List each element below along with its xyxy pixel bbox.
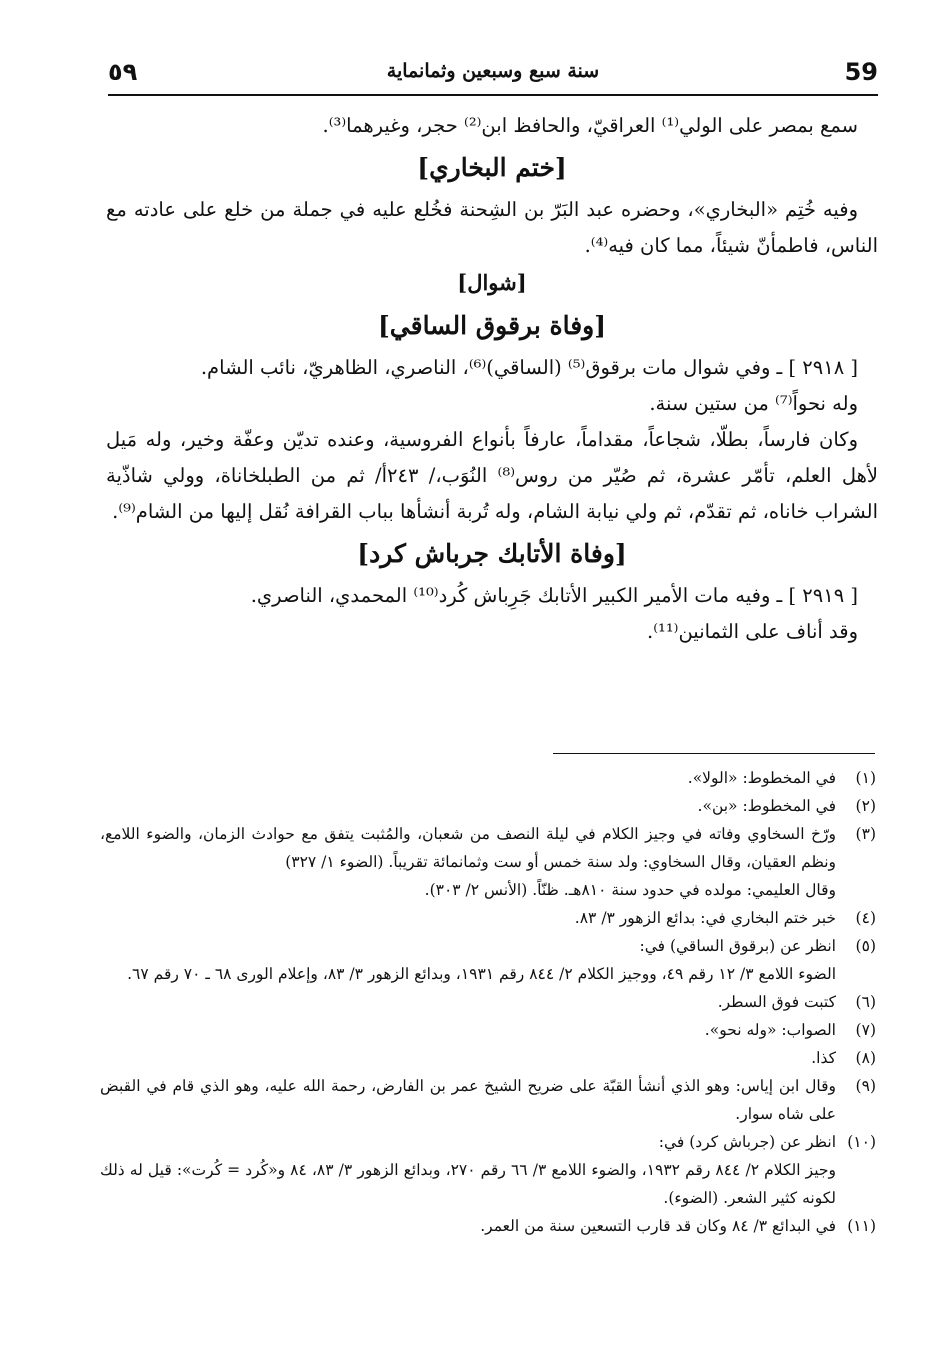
footnote-text [100, 1212, 836, 1240]
footnote-text [100, 932, 836, 988]
footnote-text [100, 1016, 836, 1044]
footnote-number: (٢) [855, 797, 876, 815]
main-text [106, 108, 878, 650]
footnote [100, 1016, 876, 1044]
footnote-line: الضوء اللامع ٣/ ١٢ رقم ٤٩، ووجيز الكلام ٢/ ٨٤٤ رقم ١٩٣١، وبدائع الزهور ٣/ ٨٣، وإعلام الورى ٦٨ ـ ٧٠ رقم ٦٧. [127, 965, 836, 983]
footnote [100, 932, 876, 988]
entry-2918: [ ٢٩١٨ ] ـ وفي شوال مات برقوق⁽⁵⁾ (الساقي)⁽⁶⁾، الناصري، الظاهريّ، نائب الشام. [200, 356, 858, 379]
footnote [100, 988, 876, 1016]
footnote [100, 792, 876, 820]
footnotes [100, 764, 876, 1240]
footnote-number: (٩) [855, 1077, 876, 1095]
footnote-text [100, 792, 836, 820]
footnote-text [100, 904, 836, 932]
paragraph-age-jirbash: وقد أناف على الثمانين⁽¹¹⁾. [647, 620, 858, 643]
footnote-text [100, 1072, 836, 1128]
running-title: سنة سبع وسبعين وثمانماية [386, 60, 600, 82]
footnote [100, 764, 876, 792]
footnote-text [100, 764, 836, 792]
footnote-number: (٧) [855, 1021, 876, 1039]
footnote-number: (١٠) [847, 1133, 876, 1151]
footnote-number: (٦) [855, 993, 876, 1011]
entry-2919: [ ٢٩١٩ ] ـ وفيه مات الأمير الكبير الأتابك جَرِباش كُرد⁽¹⁰⁾ المحمدي، الناصري. [250, 584, 858, 607]
section-heading-barquq: [وفاة برقوق الساقي] [377, 311, 607, 340]
footnote-text [100, 1044, 836, 1072]
footnote-line: وقال ابن إياس: وهو الذي أنشأ القبّة على ضريح الشيخ عمر بن الفارض، رحمة الله عليه، وهو الذي قام في القبض على شاه سوار. [100, 1077, 836, 1123]
footnote [100, 1128, 876, 1212]
paragraph-khatm: وفيه خُتِم «البخاري»، وحضره عبد البَرّ بن الشِحنة فخُلع عليه في جملة من خلع على عادته مع الناس، فاطمأنّ شيئاً، مما كان فيه⁽⁴⁾. [106, 198, 878, 257]
footnote-number: (٥) [855, 937, 876, 955]
footnote [100, 904, 876, 932]
paragraph-intro: سمع بمصر على الولي⁽¹⁾ العراقيّ، والحافظ ابن⁽²⁾ حجر، وغيرهما⁽³⁾. [322, 114, 858, 137]
footnote-line: وقال العليمي: مولده في حدود سنة ٨١٠هـ. ظنّاً. (الأنس ٢/ ٣٠٣). [424, 881, 836, 899]
footnote-line: وجيز الكلام ٢/ ٨٤٤ رقم ١٩٣٢، والضوء اللامع ٣/ ٦٦ رقم ٢٧٠، وبدائع الزهور ٣/ ٨٣، ٨٤ و«كُرد = كُرت»: قيل له ذلك لكونه كثير الشعر. (الضوء). [100, 1161, 836, 1207]
footnote [100, 820, 876, 904]
footnote-text [100, 988, 836, 1016]
footnote-line: انظر عن (جرباش كرد) في: [658, 1133, 836, 1151]
footnote-number: (٣) [855, 825, 876, 843]
footnote-line: كذا. [811, 1049, 836, 1067]
section-heading-jirbash: [وفاة الأتابك جرباش كرد] [357, 539, 627, 568]
footnote [100, 1044, 876, 1072]
footnote-line: في البدائع ٣/ ٨٤ وكان قد قارب التسعين سنة من العمر. [480, 1217, 836, 1235]
footnote-separator [553, 753, 875, 754]
page-number-arabic: ٥٩ [108, 58, 138, 86]
footnote-line: خبر ختم البخاري في: بدائع الزهور ٣/ ٨٣. [574, 909, 836, 927]
footnote-number: (٨) [855, 1049, 876, 1067]
footnote-number: (١) [855, 769, 876, 787]
footnote-line: في المخطوط: «بن». [697, 797, 836, 815]
page-header [108, 52, 878, 98]
footnote-text [100, 820, 836, 904]
footnote-line: كتبت فوق السطر. [717, 993, 836, 1011]
footnote-text [100, 1128, 836, 1212]
section-heading-khatm-bukhari: [ختم البخاري] [417, 153, 567, 182]
header-rule [108, 94, 878, 96]
page-number-latin: 59 [844, 58, 878, 86]
footnote-line: انظر عن (برقوق الساقي) في: [639, 937, 836, 955]
footnote [100, 1212, 876, 1240]
footnote-line: في المخطوط: «الولا». [687, 769, 836, 787]
month-heading-shawwal: [شوال] [457, 270, 527, 295]
footnote-line: ورّخ السخاوي وفاته في وجيز الكلام في ليلة النصف من شعبان، والمُثبت يتفق مع حوادث الزمان، والضوء اللامع، ونظم العقيان، وقال السخاوي: ولد سنة خمس أو ست وثمانمائة تقريباً. (الضوء ١/ ٣٢٧) [100, 825, 836, 871]
footnote-number: (١١) [847, 1217, 876, 1235]
paragraph-age-barquq: وله نحواً⁽⁷⁾ من ستين سنة. [649, 392, 858, 415]
footnote-number: (٤) [855, 909, 876, 927]
footnote-line: الصواب: «وله نحو». [704, 1021, 836, 1039]
footnote [100, 1072, 876, 1128]
paragraph-barquq-bio: وكان فارساً، بطلّا، شجاعاً، مقداماً، عارفاً بأنواع الفروسية، وعنده تديّن وعفّة وخير، وله مَيل لأهل العلم، تأمّر عشرة، ثم صُيّر من روس⁽⁸⁾ النُوَب،/ ٢٤٣أ/ ثم من الطبلخاناة، وولي شاذّية الشراب خاناه، ثم تقدّم، ثم ولي نيابة الشام، وله تُربة أنشأها بباب القرافة نُقل إليها من الشام⁽⁹⁾. [106, 428, 878, 523]
